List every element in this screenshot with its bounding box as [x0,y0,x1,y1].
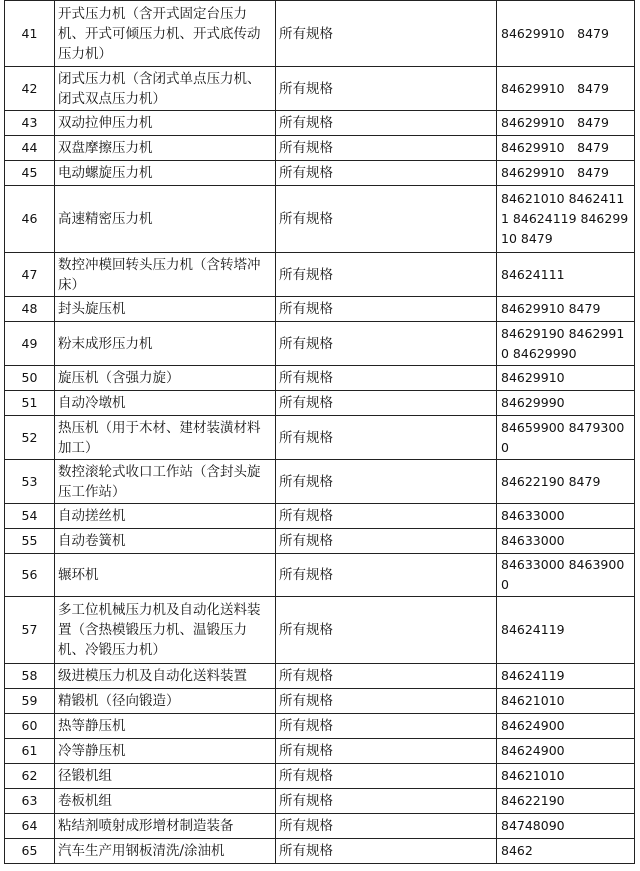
table-row [5,391,635,416]
equipment-name: 多工位机械压力机及自动化送料装置（含热模锻压力机、温锻压力机、冷锻压力机） [55,597,276,664]
tariff-code: 84622190 [497,789,635,814]
row-number: 61 [5,739,55,764]
tariff-code: 84624111 [497,253,635,297]
tariff-code: 84629910 8479 [497,136,635,161]
row-number: 48 [5,297,55,322]
row-number: 51 [5,391,55,416]
equipment-name: 开式压力机（含开式固定台压力机、开式可倾压力机、开式底传动压力机） [55,1,276,67]
equipment-spec: 所有规格 [276,322,497,366]
equipment-spec: 所有规格 [276,186,497,253]
tariff-code: 84622190 8479 [497,460,635,504]
tariff-code: 84621010 [497,689,635,714]
equipment-name: 精锻机（径向锻造） [55,689,276,714]
row-number: 60 [5,714,55,739]
row-number: 46 [5,186,55,253]
equipment-spec: 所有规格 [276,739,497,764]
equipment-name: 冷等静压机 [55,739,276,764]
equipment-name: 旋压机（含强力旋） [55,366,276,391]
tariff-code: 84621010 84624111 84624119 84629910 8479 [497,186,635,253]
row-number: 44 [5,136,55,161]
equipment-name: 双盘摩擦压力机 [55,136,276,161]
equipment-spec: 所有规格 [276,460,497,504]
equipment-name: 电动螺旋压力机 [55,161,276,186]
table-row [5,504,635,529]
document-page [4,0,634,864]
tariff-code: 84659900 84793000 [497,416,635,460]
equipment-spec: 所有规格 [276,1,497,67]
table-row [5,1,635,67]
tariff-code: 84629910 [497,366,635,391]
table-row [5,789,635,814]
row-number: 45 [5,161,55,186]
tariff-code: 84624900 [497,714,635,739]
equipment-spec: 所有规格 [276,529,497,554]
tariff-code: 84629910 8479 [497,1,635,67]
equipment-spec: 所有规格 [276,664,497,689]
table-row [5,111,635,136]
tariff-code: 84629910 8479 [497,67,635,111]
equipment-name: 自动冷墩机 [55,391,276,416]
row-number: 54 [5,504,55,529]
tariff-code: 84633000 [497,504,635,529]
equipment-spec: 所有规格 [276,504,497,529]
equipment-name: 数控冲模回转头压力机（含转塔冲床） [55,253,276,297]
row-number: 63 [5,789,55,814]
row-number: 43 [5,111,55,136]
row-number: 55 [5,529,55,554]
tariff-code: 84748090 [497,814,635,839]
equipment-name: 热压机（用于木材、建材装潢材料加工） [55,416,276,460]
equipment-name: 数控滚轮式收口工作站（含封头旋压工作站） [55,460,276,504]
equipment-spec: 所有规格 [276,136,497,161]
equipment-name: 热等静压机 [55,714,276,739]
table-row [5,297,635,322]
equipment-name: 汽车生产用钢板清洗/涂油机 [55,839,276,864]
tariff-code: 84633000 [497,529,635,554]
equipment-spec: 所有规格 [276,416,497,460]
table-body [5,1,635,864]
row-number: 53 [5,460,55,504]
row-number: 41 [5,1,55,67]
table-row [5,67,635,111]
row-number: 42 [5,67,55,111]
equipment-name: 自动卷簧机 [55,529,276,554]
tariff-code: 84624900 [497,739,635,764]
equipment-spec: 所有规格 [276,366,497,391]
equipment-name: 双动拉伸压力机 [55,111,276,136]
tariff-code: 84621010 [497,764,635,789]
table-row [5,764,635,789]
table-row [5,366,635,391]
table-row [5,161,635,186]
equipment-spec: 所有规格 [276,111,497,136]
equipment-spec: 所有规格 [276,789,497,814]
table-row [5,739,635,764]
tariff-code: 84629190 84629910 84629990 [497,322,635,366]
table-row [5,253,635,297]
tariff-code: 84629910 8479 [497,297,635,322]
tariff-code: 84629910 8479 [497,161,635,186]
table-row [5,460,635,504]
equipment-spec: 所有规格 [276,597,497,664]
equipment-name: 辗环机 [55,554,276,597]
equipment-spec: 所有规格 [276,161,497,186]
equipment-name: 闭式压力机（含闭式单点压力机、闭式双点压力机） [55,67,276,111]
tariff-code: 84629910 8479 [497,111,635,136]
table-row [5,714,635,739]
equipment-spec: 所有规格 [276,67,497,111]
equipment-spec: 所有规格 [276,764,497,789]
row-number: 62 [5,764,55,789]
equipment-spec: 所有规格 [276,253,497,297]
table-row [5,529,635,554]
equipment-name: 卷板机组 [55,789,276,814]
row-number: 47 [5,253,55,297]
equipment-name: 级进模压力机及自动化送料装置 [55,664,276,689]
equipment-name: 粉末成形压力机 [55,322,276,366]
equipment-spec: 所有规格 [276,554,497,597]
table-row [5,689,635,714]
equipment-spec: 所有规格 [276,297,497,322]
row-number: 65 [5,839,55,864]
table-row [5,814,635,839]
equipment-spec: 所有规格 [276,814,497,839]
equipment-table [4,0,635,864]
equipment-name: 自动搓丝机 [55,504,276,529]
row-number: 52 [5,416,55,460]
tariff-code: 84633000 84639000 [497,554,635,597]
table-row [5,416,635,460]
table-row [5,664,635,689]
equipment-spec: 所有规格 [276,391,497,416]
equipment-spec: 所有规格 [276,839,497,864]
equipment-name: 径锻机组 [55,764,276,789]
tariff-code: 8462 [497,839,635,864]
row-number: 59 [5,689,55,714]
tariff-code: 84629990 [497,391,635,416]
equipment-name: 封头旋压机 [55,297,276,322]
row-number: 50 [5,366,55,391]
equipment-name: 高速精密压力机 [55,186,276,253]
equipment-name: 粘结剂喷射成形增材制造装备 [55,814,276,839]
row-number: 64 [5,814,55,839]
tariff-code: 84624119 [497,597,635,664]
table-row [5,839,635,864]
table-row [5,597,635,664]
table-row [5,186,635,253]
equipment-spec: 所有规格 [276,714,497,739]
table-row [5,554,635,597]
tariff-code: 84624119 [497,664,635,689]
row-number: 56 [5,554,55,597]
equipment-spec: 所有规格 [276,689,497,714]
row-number: 49 [5,322,55,366]
table-row [5,322,635,366]
row-number: 58 [5,664,55,689]
table-row [5,136,635,161]
row-number: 57 [5,597,55,664]
